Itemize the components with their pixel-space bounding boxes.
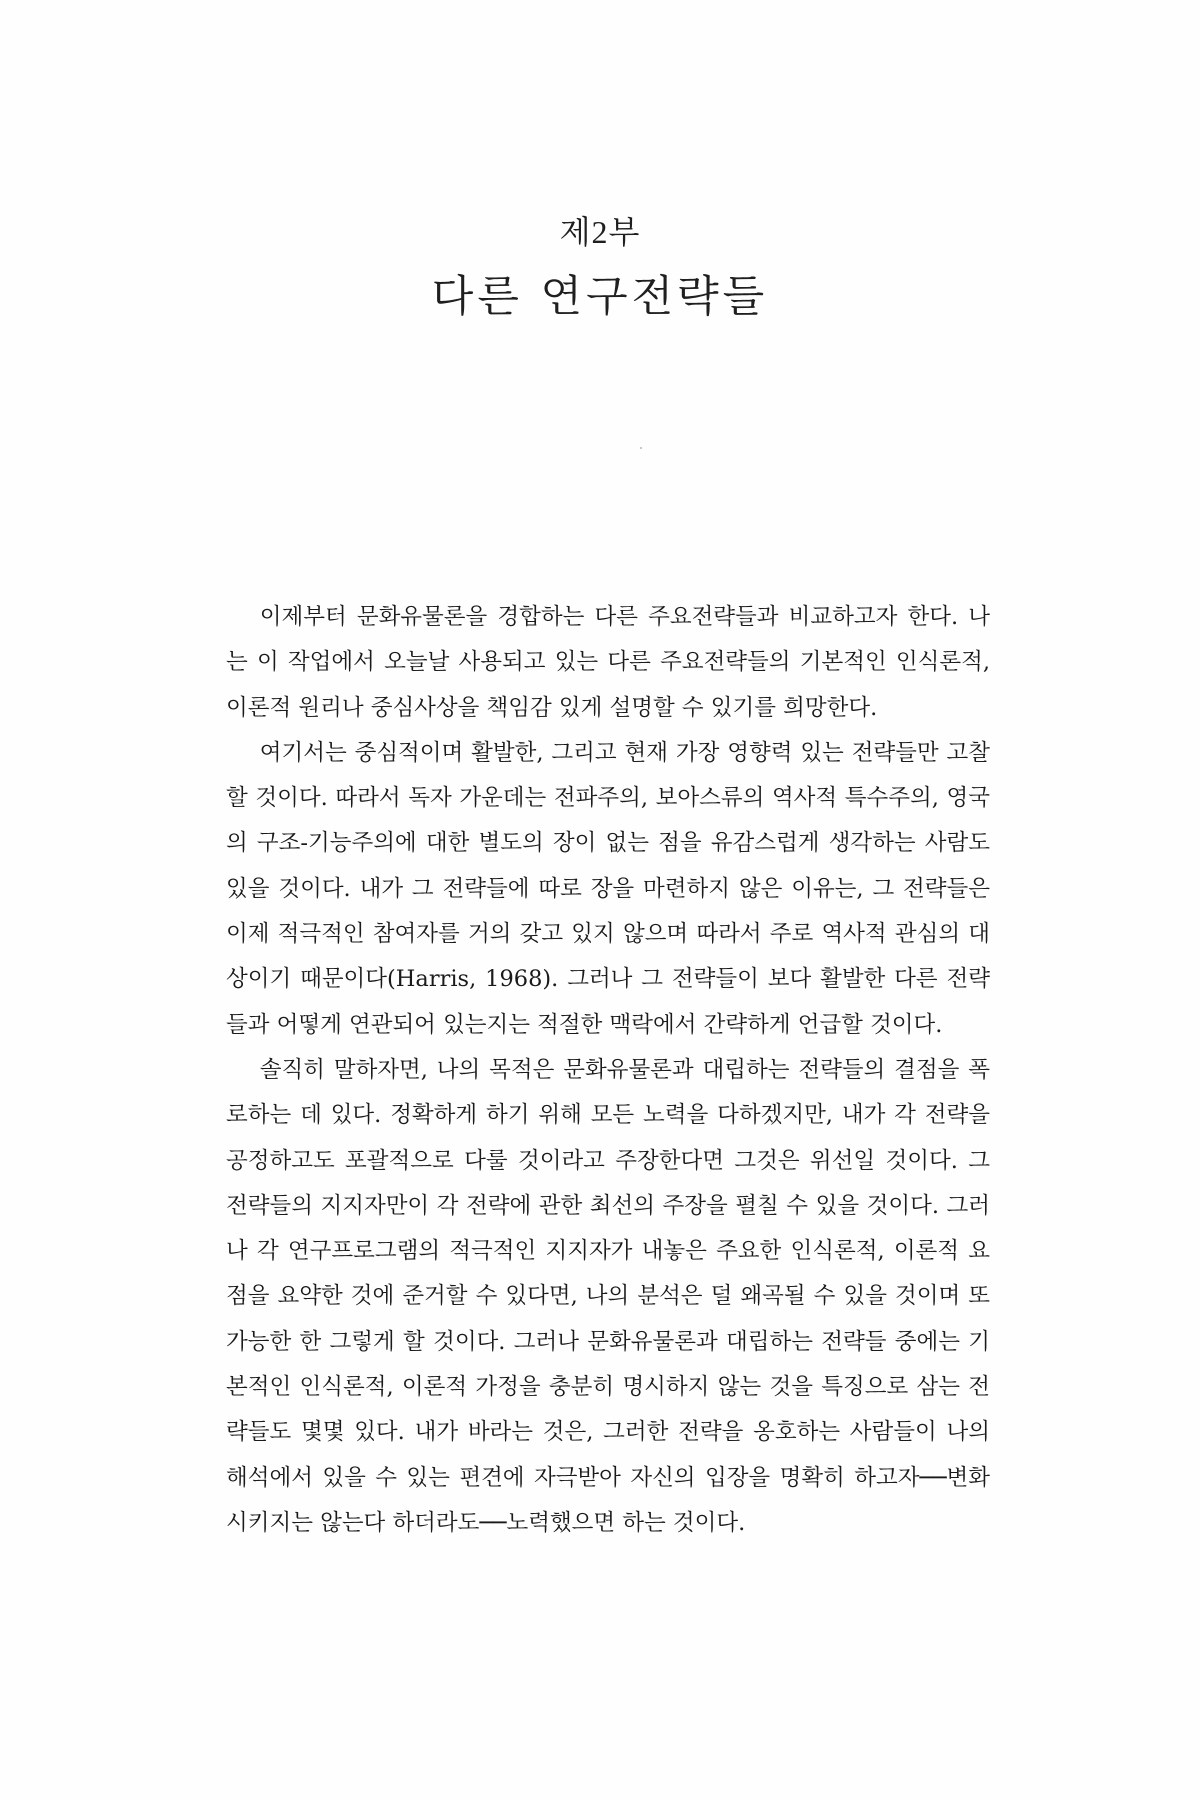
part-title-heading: 다른 연구전략들 <box>431 272 769 322</box>
scan-speck <box>640 447 642 449</box>
part-number-heading: 제2부 <box>559 214 641 250</box>
paragraph: 솔직히 말하자면, 나의 목적은 문화유물론과 대립하는 전략들의 결점을 폭로하는 데 있다. 정확하게 하기 위해 모든 노력을 다하겠지만, 내가 각 전략을 공정하고도 포괄적으로 다룰 것이라고 주장한다면 그것은 위선일 것이다. 그 전략들의 지지자만이 각 전략에 관한 최선의 주장을 펼칠 수 있을 것이다. 그러나 각 연구프로그램의 적극적인 지지자가 내놓은 주요한 인식론적, 이론적 요점을 요약한 것에 준거할 수 있다면, 나의 분석은 덜 왜곡될 수 있을 것이며 또 가능한 한 그렇게 할 것이다. 그러나 문화유물론과 대립하는 전략들 중에는 기본적인 인식론적, 이론적 가정을 충분히 명시하지 않는 것을 특징으로 삼는 전략들도 몇몇 있다. 내가 바라는 것은, 그러한 전략을 옹호하는 사람들이 나의 해석에서 있을 수 있는 편견에 자극받아 자신의 입장을 명확히 하고자──변화시키지는 않는다 하더라도──노력했으면 하는 것이다. <box>226 1056 990 1536</box>
body-text <box>226 595 990 1546</box>
paragraph: 여기서는 중심적이며 활발한, 그리고 현재 가장 영향력 있는 전략들만 고찰할 것이다. 따라서 독자 가운데는 전파주의, 보아스류의 역사적 특수주의, 영국의 구조-기능주의에 대한 별도의 장이 없는 점을 유감스럽게 생각하는 사람도 있을 것이다. 내가 그 전략들에 따로 장을 마련하지 않은 이유는, 그 전략들은 이제 적극적인 참여자를 거의 갖고 있지 않으며 따라서 주로 역사적 관심의 대상이기 때문이다(Harris, 1968). 그러나 그 전략들이 보다 활발한 다른 전략들과 어떻게 연관되어 있는지는 적절한 맥락에서 간략하게 언급할 것이다. <box>226 739 990 1038</box>
paragraph: 이제부터 문화유물론을 경합하는 다른 주요전략들과 비교하고자 한다. 나는 이 작업에서 오늘날 사용되고 있는 다른 주요전략들의 기본적인 인식론적, 이론적 원리나 중심사상을 책임감 있게 설명할 수 있기를 희망한다. <box>226 604 990 721</box>
